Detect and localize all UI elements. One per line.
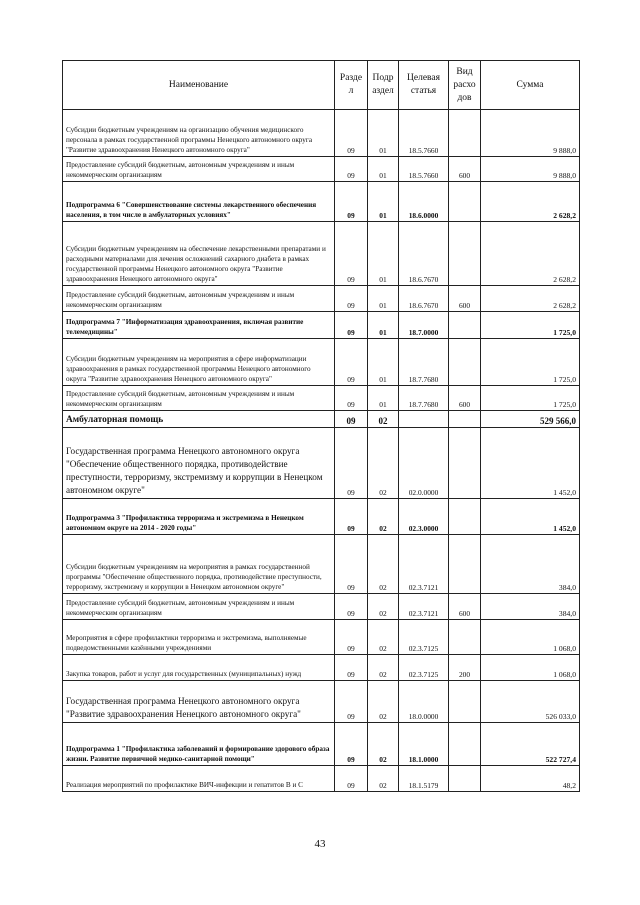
table-row [63, 594, 580, 620]
row-expense-type [449, 312, 481, 339]
row-expense-type [449, 411, 481, 428]
row-section: 09 [335, 723, 368, 766]
table-row [63, 312, 580, 339]
row-target-article: 02.3.7121 [399, 594, 449, 620]
header-section: Разде л [335, 61, 368, 110]
row-subsection: 01 [368, 110, 399, 157]
row-amount: 1 068,0 [481, 620, 580, 655]
row-expense-type [449, 222, 481, 286]
row-subsection: 01 [368, 182, 399, 222]
table-row [63, 411, 580, 428]
row-subsection: 02 [368, 620, 399, 655]
row-name: Государственная программа Ненецкого автономного округа "Развитие здравоохранения Ненецкого автономного округа" [63, 681, 335, 723]
row-target-article: 18.5.7660 [399, 110, 449, 157]
row-target-article: 18.7.0000 [399, 312, 449, 339]
row-amount: 9 888,0 [481, 110, 580, 157]
row-target-article: 02.3.7125 [399, 655, 449, 681]
row-subsection: 02 [368, 723, 399, 766]
row-target-article: 02.3.0000 [399, 499, 449, 535]
row-section: 09 [335, 535, 368, 594]
row-target-article: 18.5.7660 [399, 157, 449, 182]
row-expense-type [449, 428, 481, 499]
row-target-article: 18.6.7670 [399, 286, 449, 312]
row-target-article: 02.3.7125 [399, 620, 449, 655]
header-subsection: Подр аздел [368, 61, 399, 110]
row-target-article: 18.6.7670 [399, 222, 449, 286]
table-row [63, 535, 580, 594]
row-target-article [399, 411, 449, 428]
table-row [63, 723, 580, 766]
row-section: 09 [335, 312, 368, 339]
row-expense-type [449, 535, 481, 594]
table-row [63, 182, 580, 222]
row-amount: 522 727,4 [481, 723, 580, 766]
row-section: 09 [335, 766, 368, 792]
row-name: Предоставление субсидий бюджетным, автономным учреждениям и иным некоммерческим организациям [63, 286, 335, 312]
row-target-article: 18.1.0000 [399, 723, 449, 766]
row-name: Субсидии бюджетным учреждениям на мероприятия в сфере информатизации здравоохранения в рамках государственной программы Ненецкого автономного округа "Развитие здравоохранения Ненецкого автономного округа" [63, 339, 335, 386]
row-target-article: 18.6.0000 [399, 182, 449, 222]
row-section: 09 [335, 222, 368, 286]
row-name: Субсидии бюджетным учреждениям на мероприятия в рамках государственной программы "Обеспечение общественного порядка, противодействие преступности, терроризму, экстремизму и коррупции в Ненецком автономном округе" [63, 535, 335, 594]
table-row [63, 766, 580, 792]
row-expense-type: 600 [449, 386, 481, 411]
row-section: 09 [335, 339, 368, 386]
row-amount: 526 033,0 [481, 681, 580, 723]
row-subsection: 01 [368, 312, 399, 339]
row-section: 09 [335, 681, 368, 723]
row-expense-type: 200 [449, 655, 481, 681]
row-expense-type: 600 [449, 594, 481, 620]
row-name: Субсидии бюджетным учреждениям на обеспечение лекарственными препаратами и расходными материалами для лечения осложнений сахарного диабета в рамках государственной программы Ненецкого автономного округа "Развитие здравоохранения Ненецкого автономного округа" [63, 222, 335, 286]
row-name: Подпрограмма 1 "Профилактика заболеваний и формирование здорового образа жизни. Развитие первичной медико-санитарной помощи" [63, 723, 335, 766]
row-amount: 1 725,0 [481, 339, 580, 386]
row-name: Амбулаторная помощь [63, 411, 335, 428]
row-section: 09 [335, 386, 368, 411]
table-row [63, 499, 580, 535]
row-expense-type [449, 499, 481, 535]
table-row [63, 157, 580, 182]
row-amount: 1 452,0 [481, 428, 580, 499]
row-section: 09 [335, 594, 368, 620]
row-expense-type [449, 620, 481, 655]
row-name: Субсидии бюджетным учреждениям на организацию обучения медицинского персонала в рамках государственной программы Ненецкого автономного округа "Развитие здравоохранения Ненецкого автономного округа" [63, 110, 335, 157]
row-expense-type [449, 681, 481, 723]
row-name: Предоставление субсидий бюджетным, автономным учреждениям и иным некоммерческим организациям [63, 594, 335, 620]
row-subsection: 01 [368, 157, 399, 182]
row-amount: 384,0 [481, 535, 580, 594]
row-target-article: 02.3.7121 [399, 535, 449, 594]
row-section: 09 [335, 620, 368, 655]
row-expense-type: 600 [449, 286, 481, 312]
row-amount: 48,2 [481, 766, 580, 792]
row-subsection: 01 [368, 386, 399, 411]
row-section: 09 [335, 182, 368, 222]
row-amount: 1 725,0 [481, 312, 580, 339]
row-name: Реализация мероприятий по профилактике ВИЧ-инфекции и гепатитов В и С [63, 766, 335, 792]
row-target-article: 18.7.7680 [399, 339, 449, 386]
row-name: Подпрограмма 6 "Совершенствование системы лекарственного обеспечения населения, в том числе в амбулаторных условиях" [63, 182, 335, 222]
row-name: Предоставление субсидий бюджетным, автономным учреждениям и иным некоммерческим организациям [63, 386, 335, 411]
row-name: Подпрограмма 7 "Информатизация здравоохранения, включая развитие телемедицины" [63, 312, 335, 339]
row-amount: 2 628,2 [481, 286, 580, 312]
table-row [63, 222, 580, 286]
table-row [63, 386, 580, 411]
table-header-row [63, 61, 580, 110]
row-target-article: 18.7.7680 [399, 386, 449, 411]
header-name: Наименование [63, 61, 335, 110]
row-amount: 2 628,2 [481, 222, 580, 286]
row-subsection: 02 [368, 655, 399, 681]
table-row [63, 286, 580, 312]
table-row [63, 655, 580, 681]
row-expense-type: 600 [449, 157, 481, 182]
row-subsection: 02 [368, 681, 399, 723]
row-section: 09 [335, 286, 368, 312]
row-amount: 529 566,0 [481, 411, 580, 428]
row-amount: 1 452,0 [481, 499, 580, 535]
row-expense-type [449, 110, 481, 157]
row-amount: 384,0 [481, 594, 580, 620]
row-section: 09 [335, 411, 368, 428]
row-amount: 1 068,0 [481, 655, 580, 681]
table-row [63, 681, 580, 723]
row-section: 09 [335, 428, 368, 499]
row-expense-type [449, 723, 481, 766]
table-row [63, 110, 580, 157]
header-amount: Сумма [481, 61, 580, 110]
row-subsection: 02 [368, 411, 399, 428]
row-name: Мероприятия в сфере профилактики терроризма и экстремизма, выполняемые подведомственными казёнными учреждениями [63, 620, 335, 655]
budget-table [62, 60, 580, 792]
row-subsection: 02 [368, 594, 399, 620]
row-name: Предоставление субсидий бюджетным, автономным учреждениям и иным некоммерческим организациям [63, 157, 335, 182]
table-row [63, 428, 580, 499]
row-subsection: 02 [368, 499, 399, 535]
header-expense-type: Вид расхо дов [449, 61, 481, 110]
table-row [63, 620, 580, 655]
row-subsection: 01 [368, 222, 399, 286]
row-expense-type [449, 339, 481, 386]
header-target-article: Целевая статья [399, 61, 449, 110]
row-amount: 9 888,0 [481, 157, 580, 182]
row-amount: 2 628,2 [481, 182, 580, 222]
row-amount: 1 725,0 [481, 386, 580, 411]
row-section: 09 [335, 157, 368, 182]
row-expense-type [449, 182, 481, 222]
row-section: 09 [335, 110, 368, 157]
row-name: Подпрограмма 3 "Профилактика терроризма и экстремизма в Ненецком автономном округе на 2014 - 2020 годы" [63, 499, 335, 535]
row-subsection: 01 [368, 286, 399, 312]
row-expense-type [449, 766, 481, 792]
row-name: Закупка товаров, работ и услуг для государственных (муниципальных) нужд [63, 655, 335, 681]
row-subsection: 02 [368, 766, 399, 792]
row-target-article: 02.0.0000 [399, 428, 449, 499]
row-target-article: 18.0.0000 [399, 681, 449, 723]
budget-table-container [62, 60, 579, 792]
row-subsection: 02 [368, 428, 399, 499]
page-number: 43 [314, 838, 326, 850]
row-name: Государственная программа Ненецкого автономного округа "Обеспечение общественного порядка, противодействие преступности, терроризму, экстремизму и коррупции в Ненецком автономном округе" [63, 428, 335, 499]
row-subsection: 01 [368, 339, 399, 386]
row-target-article: 18.1.5179 [399, 766, 449, 792]
row-section: 09 [335, 499, 368, 535]
row-section: 09 [335, 655, 368, 681]
table-row [63, 339, 580, 386]
row-subsection: 02 [368, 535, 399, 594]
